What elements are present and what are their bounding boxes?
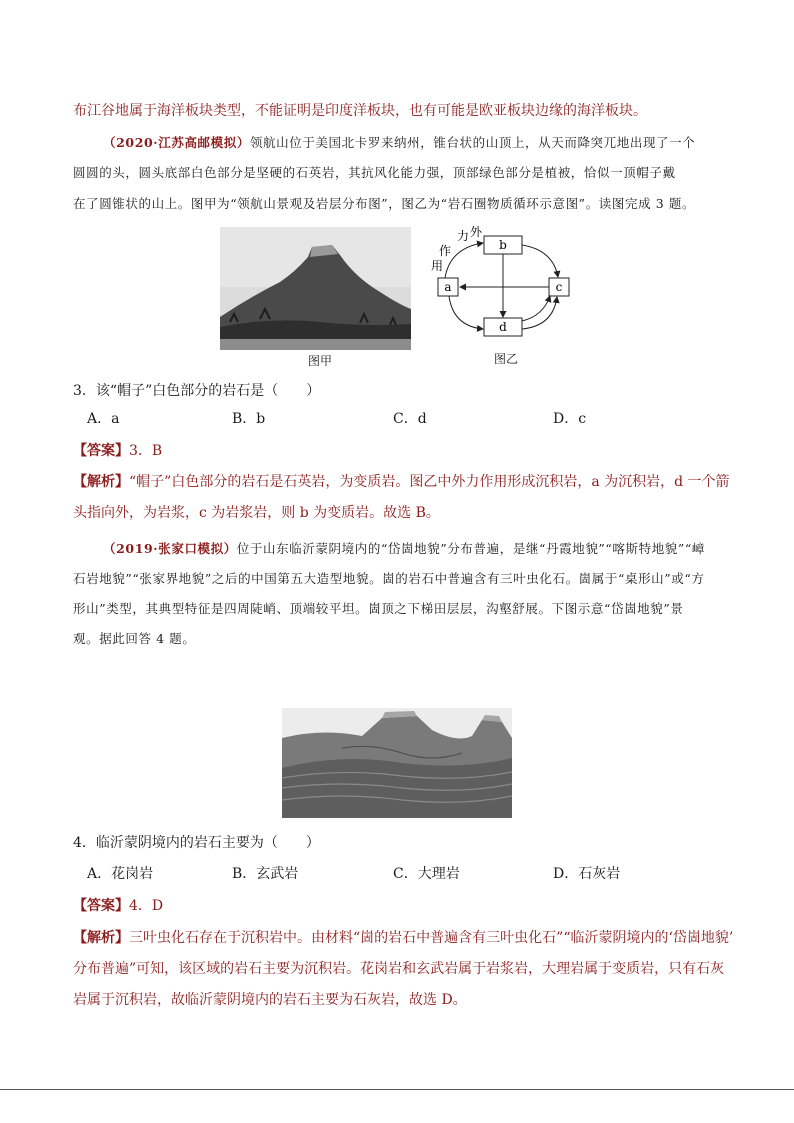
material1-line1 bbox=[103, 133, 743, 153]
q4-analysis-line3: 岩属于沉积岩，故临沂蒙阴境内的岩石主要为石灰岩，故选 D。 bbox=[73, 992, 467, 1008]
material2-line4: 观。据此回答 4 题。 bbox=[73, 631, 196, 646]
q4-analysis-text1: 三叶虫化石存在于沉积岩中。由材料“崮的岩石中普遍含有三叶虫化石”“临沂蒙阴境内的‘岱崮地貌’ bbox=[129, 930, 734, 946]
q4-answer bbox=[73, 896, 733, 916]
q4-option-d: D．石灰岩 bbox=[553, 866, 621, 882]
q3-stem: 3．该“帽子”白色部分的岩石是（ ） bbox=[73, 383, 321, 399]
figure-yi-diagram bbox=[425, 226, 575, 348]
q4-option-c: C．大理岩 bbox=[393, 866, 460, 882]
q3-answer-tag: 【答案】 bbox=[73, 443, 129, 459]
material1-source: （2020·江苏高邮模拟） bbox=[103, 135, 250, 150]
daigu-landform-image bbox=[282, 708, 512, 818]
q4-stem: 4．临沂蒙阴境内的岩石主要为（ ） bbox=[73, 835, 320, 851]
q4-analysis-tag: 【解析】 bbox=[73, 930, 129, 946]
material1-line2: 圆圆的头，圆头底部白色部分是坚硬的石英岩，其抗风化能力强，顶部绿色部分是植被，恰似一顶帽子戴 bbox=[73, 165, 676, 180]
material2-line1-text: 位于山东临沂蒙阴境内的“岱崮地貌”分布普遍，是继“丹霞地貌”“喀斯特地貌”“嶂 bbox=[236, 541, 705, 556]
rock-cycle-diagram bbox=[425, 226, 575, 348]
footer-divider bbox=[0, 1089, 794, 1090]
q4-answer-value: 4．D bbox=[129, 898, 164, 914]
material2-source: （2019·张家口模拟） bbox=[103, 541, 237, 556]
figure-jia-caption: 图甲 bbox=[307, 354, 332, 368]
q3-answer-value: 3．B bbox=[129, 443, 163, 459]
node-c: c bbox=[555, 280, 563, 294]
q4-option-b: B．玄武岩 bbox=[232, 866, 299, 882]
material2-line3: 形山”类型，其典型特征是四周陡峭、顶端较平坦。崮顶之下梯田层层，沟壑舒展。下图示意“岱崮地貌”景 bbox=[73, 601, 684, 616]
label-yong: 用 bbox=[431, 259, 444, 273]
node-d: d bbox=[499, 320, 507, 334]
label-zuo: 作 bbox=[439, 244, 452, 258]
node-a: a bbox=[444, 280, 452, 294]
material1-line3: 在了圆锥状的山上。图甲为“领航山景观及岩层分布图”，图乙为“岩石圈物质循环示意图”。读图完成 3 题。 bbox=[73, 196, 696, 211]
q4-analysis-line2: 分布普遍”可知，该区域的岩石主要为沉积岩。花岗岩和玄武岩属于岩浆岩，大理岩属于变质岩，只有石灰 bbox=[73, 961, 725, 977]
intro-line: 布江谷地属于海洋板块类型，不能证明是印度洋板块，也有可能是欧亚板块边缘的海洋板块。 bbox=[73, 103, 647, 119]
q3-option-a: A．a bbox=[87, 411, 120, 427]
q3-option-c: C．d bbox=[393, 411, 427, 427]
q3-answer bbox=[73, 441, 733, 461]
node-b: b bbox=[499, 238, 507, 252]
q4-analysis-line1 bbox=[73, 928, 733, 948]
q4-answer-tag: 【答案】 bbox=[73, 898, 129, 914]
figure-jia-photo bbox=[220, 227, 411, 350]
q3-analysis-text1: “帽子”白色部分的岩石是石英岩，为变质岩。图乙中外力作用形成沉积岩，a 为沉积岩，d 一个箭 bbox=[129, 474, 730, 490]
material1-line1-text: 领航山位于美国北卡罗来纳州，锥台状的山顶上，从天而降突兀地出现了一个 bbox=[249, 135, 696, 150]
mountain-photo-image bbox=[220, 227, 411, 350]
material2-line2: 石岩地貌”“张家界地貌”之后的中国第五大造型地貌。崮的岩石中普遍含有三叶虫化石。崮属于“桌形山”或“方 bbox=[73, 571, 705, 586]
q3-option-d: D．c bbox=[553, 411, 587, 427]
label-li: 力 bbox=[457, 229, 470, 243]
q3-analysis-line2: 头指向外，为岩浆，c 为岩浆岩，则 b 为变质岩。故选 B。 bbox=[73, 505, 440, 521]
q3-analysis-tag: 【解析】 bbox=[73, 474, 129, 490]
q3-option-b: B．b bbox=[232, 411, 266, 427]
q3-analysis-line1 bbox=[73, 472, 733, 492]
material2-line1 bbox=[103, 539, 743, 559]
label-wai: 外 bbox=[470, 226, 483, 239]
figure-yi-caption: 图乙 bbox=[493, 352, 518, 366]
daigu-landform-photo bbox=[282, 708, 512, 818]
q4-option-a: A．花岗岩 bbox=[87, 866, 154, 882]
